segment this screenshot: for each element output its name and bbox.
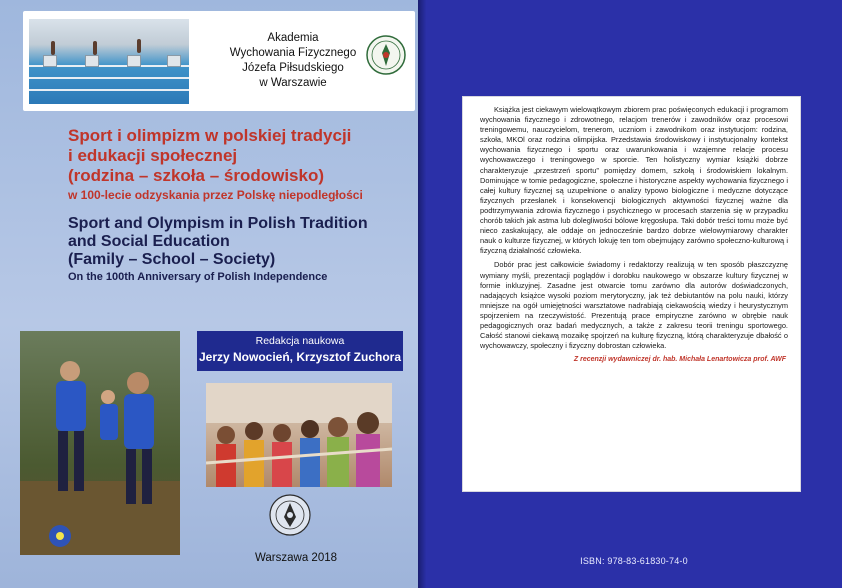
- english-title-line: (Family – School – Society): [68, 251, 276, 268]
- cover-title-block: [68, 126, 413, 284]
- english-title-line: Sport and Olympism in Polish Tradition: [68, 215, 368, 232]
- academy-line: w Warszawie: [259, 77, 327, 89]
- children-group-photo: [206, 383, 392, 487]
- editors-box: [197, 331, 403, 371]
- academy-seal-icon: [366, 35, 406, 75]
- review-paragraph: Dobór prac jest całkowicie świadomy i redaktorzy realizują w ten sposób płaszczyznę wymiany myśli, prezentacji poglądów i dorobku naukowego w obszarze kultury fizycznej w formie inkluzyjnej. Zasadne jest otwarcie tomu zarówno dla autorów doświadczonych, nadających książce wysoki poziom merytoryczny, jak też debiutantów na polu nauki, którzy mniejsze na ogół umiejętności warsztatowe nadrabiają ciekawością wiedzy i heurystycznym spojrzeniem na rzeczywistość. Prezentują prace empiryczne zarówno w obrębie nauk pedagogicznych oraz badań medycznych, a także z zakresu teorii treningu sportowego. Całość stanowi ciekawą mozaikę spojrzeń na kulturę fizyczną, którą charakteryzuje dbałość o wychowawczy, społeczny i fizyczny dobrostan człowieka.: [480, 260, 788, 351]
- back-cover: [426, 0, 842, 588]
- polish-title-line: (rodzina – szkoła – środowisko): [68, 166, 325, 185]
- academy-line: Wychowania Fizycznego: [229, 47, 357, 59]
- university-emblem-icon: [268, 493, 312, 537]
- cover-header-panel: [23, 11, 415, 111]
- english-subtitle: On the 100th Anniversary of Polish Independence: [68, 271, 328, 283]
- review-signature: Z recenzji wydawniczej dr. hab. Michała Lenartowicza prof. AWF: [573, 356, 786, 364]
- editors-names: Jerzy Nowocień, Krzysztof Zuchora: [198, 350, 402, 364]
- polish-title-line: Sport i olimpizm w polskiej tradycji: [68, 126, 352, 145]
- english-title-line: and Social Education: [68, 233, 230, 250]
- academy-line: Józefa Piłsudskiego: [242, 62, 344, 74]
- academy-name: [223, 31, 363, 91]
- front-cover: [0, 0, 420, 588]
- academy-line: Akademia: [267, 32, 319, 44]
- review-text-panel: [462, 96, 801, 492]
- review-paragraph: Książka jest ciekawym wielowątkowym zbiorem prac poświęconych edukacji i programom wychowania fizycznego i zdrowotnego, relacjom trenerów i zawodników oraz procesowi treningowemu, nauczycielom, trenerom, uczniom i zawodnikom oraz instytucjom: rodzina, szkoła, MKOl oraz rodzina olimpijska. Przedstawia środowiskowy i instytucjonalny kontekst wychowania fizycznego i sportu oraz uwarunkowania i wzajemne relacje procesu wychowawczego i treningowego w sporcie. Ten holistyczny wymiar książki dobrze charakteryzuje „przestrzeń sportu” pomiędzy domem, szkołą i środowiskiem lokalnym. Dominujące w tomie pedagogiczne, społeczne i historyczne aspekty wychowania fizycznego i całej kultury fizycznej są uzupełnione o analizy typowo biologiczne i medyczne dotyczące fizycznych przesłanek i konsekwencji biologicznych aktywności fizycznej ważne dla podtrzymywania zdrowia fizycznego i psychicznego w procesach starzenia się w przypadku chorób takich jak astma lub dolegliwości bólowe kręgosłupa. Taki dobór treści tomu może być nieco zaskakujący, ale oddaje on jednocześnie bardzo dobrze wielowymiarowy charakter nauk o kulturze fizycznej, w których lokuję ten tom obejmujący zarówno społeczno-kulturową i fizyczną działalność człowieka.: [480, 105, 788, 256]
- swimming-pool-photo: [29, 19, 189, 104]
- isbn-number: ISBN: 978-83-61830-74-0: [580, 556, 688, 566]
- place-year: Warszawa 2018: [254, 552, 338, 564]
- polish-subtitle: w 100-lecie odzyskania przez Polskę niepodległości: [68, 188, 363, 202]
- editors-label: Redakcja naukowa: [255, 335, 345, 347]
- polish-title-line: i edukacji społecznej: [68, 146, 238, 165]
- soccer-kids-photo: [20, 331, 180, 555]
- spine: [418, 0, 426, 588]
